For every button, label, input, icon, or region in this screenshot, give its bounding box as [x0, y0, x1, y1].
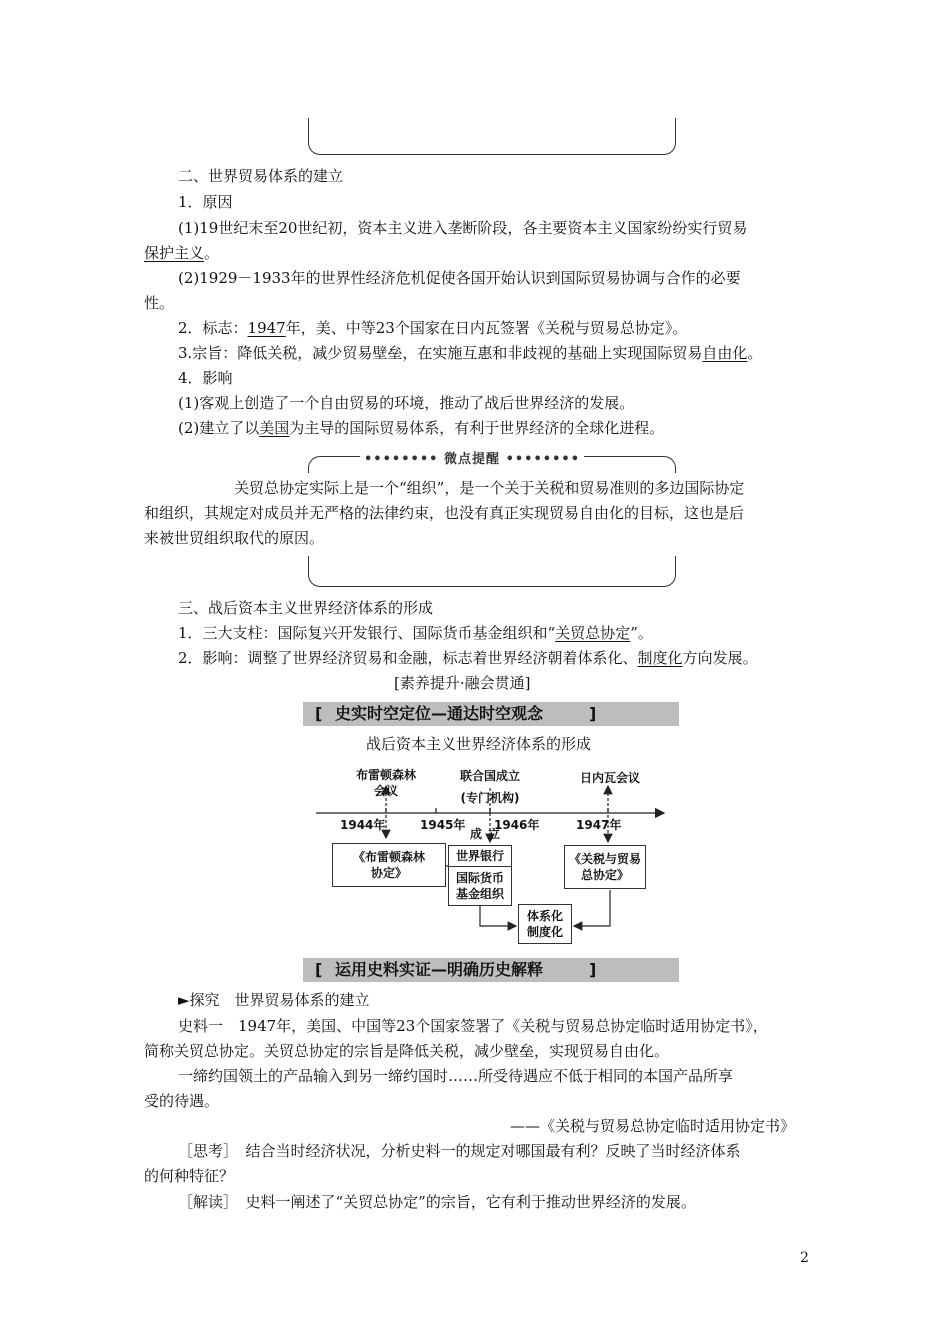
box-imf: 国际货币 基金组织 — [448, 866, 512, 906]
box-gatt: 《关税与贸易 总协定》 — [564, 845, 646, 889]
pillars-a: 1．三大支柱：国际复兴开发银行、国际货币基金组织和“ — [178, 624, 556, 642]
impact2-a: (2)建立了以 — [178, 419, 260, 437]
event-un-founded: 联合国成立 — [459, 769, 520, 783]
year-1947: 1947年 — [576, 818, 622, 832]
established-label: 成立 — [470, 827, 507, 841]
tip-line1: 关贸总协定实际上是一个“组织”，是一个关于关税和贸易准则的多边国际协定 — [234, 479, 745, 497]
banner-left-bracket: [ — [315, 960, 323, 979]
banner-right-bracket: ] — [589, 960, 597, 979]
section3-heading: 三、战后资本主义世界经济体系的形成 — [178, 599, 434, 617]
cause2-line2: 性。 — [144, 294, 175, 312]
banner-right-bracket: ] — [589, 704, 597, 723]
mark-label: 2．标志： — [178, 319, 248, 337]
source1-line1: 史料一 1947年，美国、中国等23个国家签署了《关税与贸易总协定临时适用协定书》， — [178, 1017, 768, 1035]
term-1947: 1947 — [247, 319, 286, 337]
cause-title: 1．原因 — [178, 193, 233, 211]
aim-text: 3.宗旨：降低关税，减少贸易壁垒，在实施互惠和非歧视的基础上实现国际贸易 — [178, 344, 703, 362]
year-1945: 1945年 — [420, 818, 466, 832]
box-systematization: 体系化 制度化 — [518, 904, 572, 944]
dots-right: •••••••• — [505, 452, 581, 467]
source-citation: ——《关税与贸易总协定临时适用协定书》 — [510, 1117, 796, 1135]
punct: 。 — [204, 244, 220, 262]
effect-c: 方向发展。 — [682, 649, 758, 667]
source1-line3: 一缔约国领土的产品输入到另一缔约国时……所受待遇应不低于相同的本国产品所享 — [178, 1067, 734, 1085]
year-1944: 1944年 — [340, 818, 386, 832]
term-liberalization: 自由化 — [702, 344, 748, 362]
mark-text: 年，美、中等23个国家在日内瓦签署《关税与贸易总协定》。 — [285, 319, 688, 337]
year-1946: 1946年 — [494, 818, 540, 832]
banner-title: 运用史料实证—明确历史解释 — [335, 960, 544, 979]
banner-evidence — [303, 958, 679, 982]
tip-title-text: 微点提醒 — [444, 452, 501, 467]
effect-a: 2．影响：调整了世界经济贸易和金融，标志着世界经济朝着体系化、 — [178, 649, 638, 667]
diagram-title: 战后资本主义世界经济体系的形成 — [366, 735, 592, 753]
box-bretton-woods-agreement: 《布雷顿森林 协定》 — [332, 843, 446, 887]
event-bretton-woods: 布雷顿森林 会议 — [355, 768, 416, 798]
cause2-line1: (2)1929－1933年的世界性经济危机促使各国开始认识到国际贸易协调与合作的必要 — [178, 269, 741, 287]
punct: 。 — [747, 344, 763, 362]
tip-line3: 来被世贸组织取代的原因。 — [144, 529, 325, 547]
term-protectionism: 保护主义 — [144, 244, 205, 262]
term-gatt: 关贸总协定 — [555, 624, 631, 642]
event-un-agency: (专门机构) — [460, 791, 520, 805]
page-number: 2 — [800, 1250, 809, 1266]
source1-line2: 简称关贸总协定。关贸总协定的宗旨是降低关税，减少壁垒，实现贸易自由化。 — [144, 1042, 670, 1060]
think-line2: 的何种特征？ — [144, 1167, 235, 1185]
banner-left-bracket: [ — [315, 704, 323, 723]
event-geneva: 日内瓦会议 — [579, 771, 640, 785]
dots-left: •••••••• — [364, 452, 439, 467]
inquiry-title: ►探究 世界贸易体系的建立 — [178, 991, 370, 1009]
impact2-c: 为主导的国际贸易体系，有利于世界经济的全球化进程。 — [289, 419, 665, 437]
banner-title: 史实时空定位—通达时空观念 — [335, 704, 544, 723]
impact1: (1)客观上创造了一个自由贸易的环境，推动了战后世界经济的发展。 — [178, 394, 635, 412]
source1-line4: 受的待遇。 — [144, 1092, 220, 1110]
read-line: ［解读］ 史料一阐述了“关贸总协定”的宗旨，它有利于推动世界经济的发展。 — [178, 1193, 696, 1211]
tip-line2: 和组织，其规定对成员并无严格的法律约束，也没有真正实现贸易自由化的目标，这也是后 — [144, 504, 745, 522]
subhead: [素养提升·融会贯通] — [394, 674, 531, 692]
think-line1: ［思考］ 结合当时经济状况，分析史料一的规定对哪国最有利？反映了当时经济体系 — [178, 1142, 741, 1160]
cause1-line1: (1)19世纪末至20世纪初，资本主义进入垄断阶段，各主要资本主义国家纷纷实行贸易 — [178, 219, 748, 237]
term-institutionalization: 制度化 — [637, 649, 683, 667]
term-usa: 美国 — [259, 419, 290, 437]
impact-title: 4．影响 — [178, 369, 233, 387]
pillars-c: ”。 — [630, 624, 653, 642]
box-world-bank: 世界银行 — [448, 845, 512, 867]
section2-heading: 二、世界贸易体系的建立 — [178, 167, 344, 185]
